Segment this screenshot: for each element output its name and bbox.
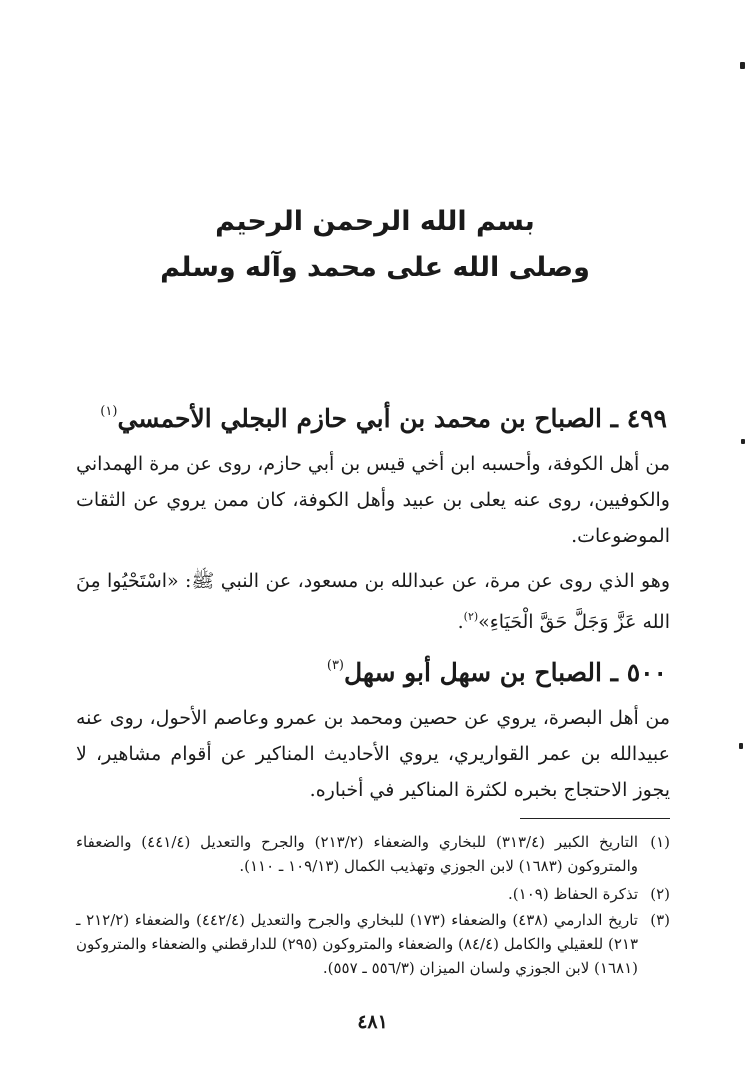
entry-heading-text: ٤٩٩ ـ الصباح بن محمد بن أبي حازم البجلي الأحمسي — [117, 404, 667, 433]
entry-500-paragraph-1: من أهل البصرة، يروي عن حصين ومحمد بن عمرو وعاصم الأحول، روى عنه عبيدالله بن عمر القواريري، يروي الأحاديث المناكير عن أقوام مشاهير، لا يجوز الاحتجاج بخبره لكثرة المناكير في أخباره. — [76, 707, 670, 801]
entry-heading-499 — [100, 394, 667, 437]
page-number: ٤٨١ — [357, 1011, 388, 1033]
entry-499-paragraph-2-text: وهو الذي روى عن مرة، عن عبدالله بن مسعود، عن النبي ﷺ: «اسْتَحْيُوا مِنَ الله عَزَّ وَجَلَّ حَقَّ الْحَيَاءِ» — [76, 570, 670, 633]
footnote-ref: (١) — [100, 404, 118, 419]
entry-499-paragraph-1: من أهل الكوفة، وأحسبه ابن أخي قيس بن أبي حازم، روى عن مرة الهمداني والكوفيين، روى عنه يعلى بن عبيد وأهل الكوفة، كان ممن يروي عن الثقات الموضوعات. — [76, 453, 670, 547]
entry-heading-text: ٥٠٠ ـ الصباح بن سهل أبو سهل — [344, 658, 667, 687]
entry-499-paragraph-2 — [76, 563, 670, 640]
edge-mark — [741, 439, 745, 444]
footnote-separator — [520, 818, 670, 819]
footnote-2 — [76, 882, 670, 906]
edge-mark — [739, 743, 743, 749]
edge-mark — [740, 62, 745, 69]
basmala-line-1: بسم الله الرحمن الرحيم — [215, 206, 535, 237]
entry-heading-500 — [327, 648, 667, 691]
footnote-text: التاريخ الكبير (٣١٣/٤) للبخاري والضعفاء (٢١٣/٢) والجرح والتعديل (٤٤١/٤) والضعفاء والمتروكون (١٦٨٣) لابن الجوزي وتهذيب الكمال (١٠٩/١٣ ـ ١١٠). — [76, 833, 638, 875]
footnote-number: (٢) — [650, 885, 670, 903]
footnote-number: (٣) — [650, 911, 670, 929]
footnote-number: (١) — [650, 833, 670, 851]
paragraph-end-mark: . — [457, 611, 464, 633]
footnote-text: تذكرة الحفاظ (١٠٩). — [508, 885, 638, 903]
footnote-text: تاريخ الدارمي (٤٣٨) والضعفاء (١٧٣) للبخاري والجرح والتعديل (٤٤٢/٤) والضعفاء (٢١٢/٢ ـ ٢١٣) للعقيلي والكامل (٨٤/٤) والضعفاء والمتروكون (٢٩٥) للدارقطني والضعفاء والمتروكون (١٦٨١) لابن الجوزي ولسان الميزان (٥٥٦/٣ ـ ٥٥٧). — [76, 911, 638, 977]
footnote-3 — [76, 908, 670, 980]
footnote-ref: (٣) — [326, 658, 344, 673]
footnote-1 — [76, 830, 670, 878]
basmala-line-2: وصلى الله على محمد وآله وسلم — [160, 252, 590, 283]
footnote-ref: (٢) — [463, 610, 479, 623]
